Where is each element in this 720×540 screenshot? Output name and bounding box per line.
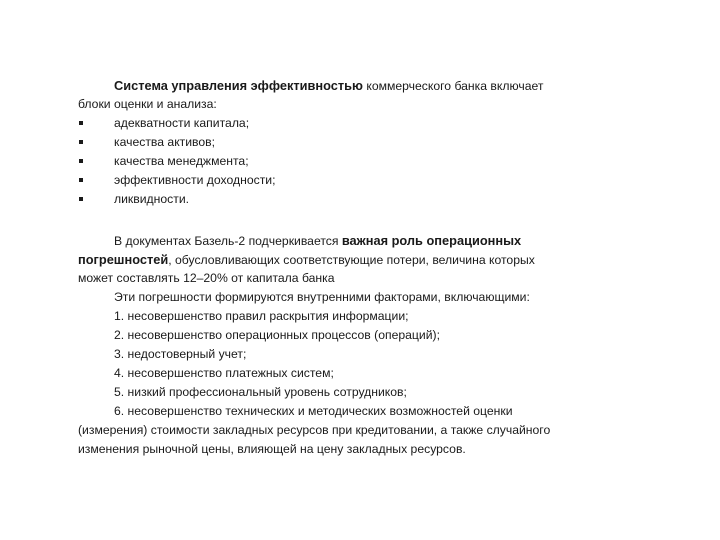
- paragraph-gap: [78, 209, 638, 231]
- list-item: 5. низкий профессиональный уровень сотрудников;: [114, 385, 407, 399]
- factors-list: [78, 307, 638, 459]
- list-item: 6. несовершенство технических и методических возможностей оценки: [114, 404, 513, 418]
- list-item: [78, 152, 638, 171]
- list-item: 3. недостоверный учет;: [114, 347, 247, 361]
- list-item-continuation: изменения рыночной цены, влияющей на цену закладных ресурсов.: [78, 442, 466, 456]
- list-item: [78, 171, 638, 190]
- list-item-text: качества менеджмента;: [114, 154, 249, 168]
- document-body: [78, 76, 638, 459]
- list-item: [78, 133, 638, 152]
- intro-line-2: блоки оценки и анализа:: [78, 97, 217, 111]
- list-item-text: эффективности доходности;: [114, 173, 276, 187]
- list-item: 2. несовершенство операционных процессов (операций);: [114, 328, 440, 342]
- list-item: 4. несовершенство платежных систем;: [114, 366, 334, 380]
- list-item: 1. несовершенство правил раскрытия информации;: [114, 309, 409, 323]
- basel-pre: В документах Базель-2 подчеркивается: [114, 234, 342, 248]
- basel-bold-1: важная роль операционных: [341, 233, 522, 248]
- basel-bold-2: погрешностей: [78, 252, 169, 267]
- list-item-text: качества активов;: [114, 135, 216, 149]
- list-item-text: адекватности капитала;: [114, 116, 250, 130]
- intro-rest: коммерческого банка включает: [362, 79, 544, 93]
- basel-rest-2: , обусловливающих соответствующие потери, величина которых: [168, 253, 535, 267]
- basel-line-3: может составлять 12–20% от капитала банка: [78, 271, 335, 285]
- intro-bold-term: Система управления эффективностью: [114, 78, 363, 93]
- basel-line-2: [78, 250, 638, 269]
- factors-intro: Эти погрешности формируются внутренними факторами, включающими:: [114, 290, 530, 304]
- list-item: [78, 114, 638, 133]
- blocks-list: [78, 114, 638, 209]
- intro-line-1: [78, 76, 638, 95]
- list-item-text: ликвидности.: [114, 192, 190, 206]
- list-item: [78, 190, 638, 209]
- basel-line-1: [78, 231, 638, 250]
- list-item-continuation: (измерения) стоимости закладных ресурсов при кредитовании, а также случайного: [78, 423, 551, 437]
